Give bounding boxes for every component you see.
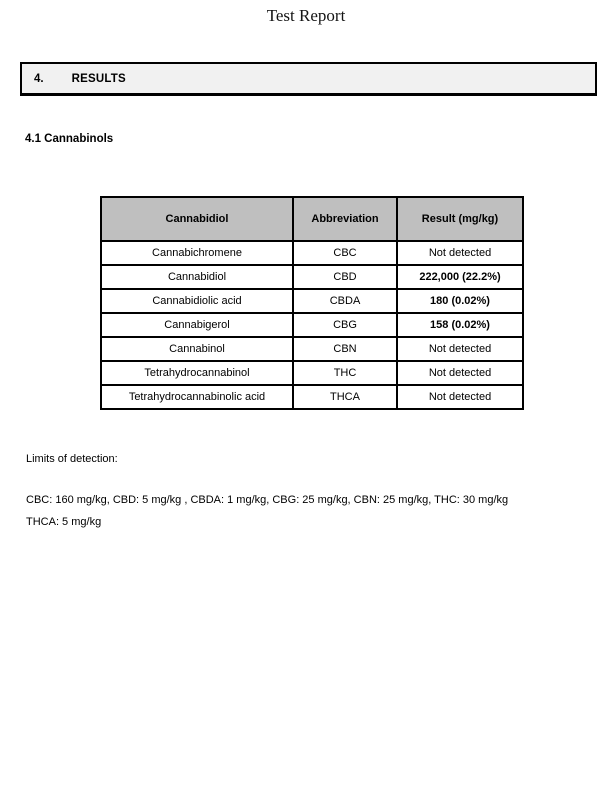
- cannabinoid-result: Not detected: [397, 337, 523, 361]
- column-header-result: Result (mg/kg): [397, 197, 523, 241]
- limits-of-detection-text: [26, 489, 591, 533]
- table-header-row: [101, 197, 523, 241]
- section-number: 4.: [34, 72, 44, 85]
- limits-line-1: CBC: 160 mg/kg, CBD: 5 mg/kg , CBDA: 1 mg/kg, CBG: 25 mg/kg, CBN: 25 mg/kg, THC: 30 mg/kg: [26, 494, 509, 506]
- cannabinoid-result: 180 (0.02%): [397, 289, 523, 313]
- cannabinoid-result: Not detected: [397, 361, 523, 385]
- cannabinoid-abbr: THCA: [293, 385, 397, 409]
- table-row: [101, 337, 523, 361]
- cannabinoid-name: Cannabidiolic acid: [101, 289, 293, 313]
- cannabinoid-name: Cannabichromene: [101, 241, 293, 265]
- cannabinoid-name: Tetrahydrocannabinol: [101, 361, 293, 385]
- table-row: [101, 289, 523, 313]
- limits-of-detection-label: Limits of detection:: [26, 453, 118, 465]
- section-label: RESULTS: [71, 72, 126, 85]
- table-row: [101, 241, 523, 265]
- cannabinoid-name: Cannabigerol: [101, 313, 293, 337]
- column-header-abbreviation: Abbreviation: [293, 197, 397, 241]
- cannabinoid-abbr: CBDA: [293, 289, 397, 313]
- cannabinoid-table-container: [100, 196, 524, 410]
- cannabinoid-abbr: CBC: [293, 241, 397, 265]
- cannabinoid-name: Tetrahydrocannabinolic acid: [101, 385, 293, 409]
- table-row: [101, 313, 523, 337]
- column-header-cannabidiol: Cannabidiol: [101, 197, 293, 241]
- limits-line-2: THCA: 5 mg/kg: [26, 516, 102, 528]
- cannabinoid-result: 222,000 (22.2%): [397, 265, 523, 289]
- table-row: [101, 361, 523, 385]
- cannabinoid-result: Not detected: [397, 241, 523, 265]
- cannabinoid-abbr: CBD: [293, 265, 397, 289]
- cannabinoid-table: [100, 196, 524, 410]
- page-title: Test Report: [266, 6, 346, 25]
- cannabinoid-abbr: CBN: [293, 337, 397, 361]
- cannabinoid-result: Not detected: [397, 385, 523, 409]
- subsection-title: 4.1 Cannabinols: [25, 133, 114, 145]
- cannabinoid-abbr: CBG: [293, 313, 397, 337]
- table-row: [101, 265, 523, 289]
- cannabinoid-name: Cannabidiol: [101, 265, 293, 289]
- table-row: [101, 385, 523, 409]
- results-section-heading: [20, 62, 597, 96]
- cannabinoid-result: 158 (0.02%): [397, 313, 523, 337]
- cannabinoid-abbr: THC: [293, 361, 397, 385]
- cannabinoid-name: Cannabinol: [101, 337, 293, 361]
